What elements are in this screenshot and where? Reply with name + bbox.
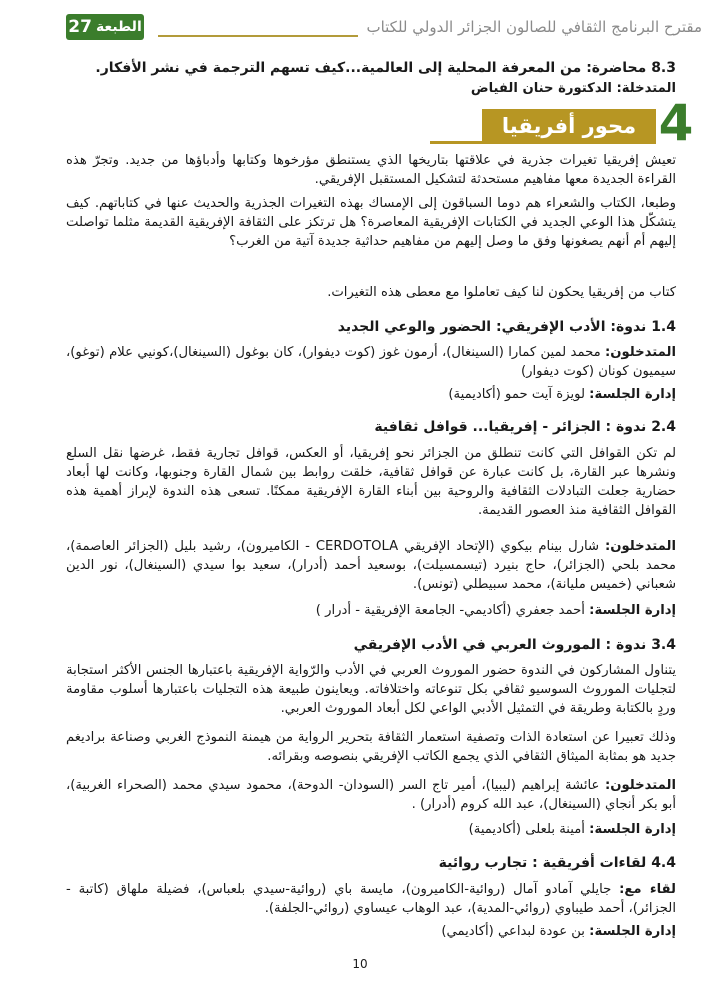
- intro-paragraph-1: تعيش إفريقيا تغيرات جذرية في علاقتها بتاريخها الذي يستنطق مؤرخوها وكتابها وأدباؤها من جديد. وتجرّ هذه القراءة الجديدة معها مفاهيم مستحدثة لتشكيل المستقبل الإفريقي.: [66, 153, 676, 187]
- section-1-4-title: 1.4 ندوة: الأدب الإفريقي: الحضور والوعي الجديد: [337, 319, 676, 335]
- talk-8-3-title: 8.3 محاضرة: من المعرفة المحلية إلى العالمية...كيف تسهم الترجمة في نشر الأفكار.: [95, 60, 676, 76]
- speakers-list: عائشة إبراهيم (ليبيا)، أمير تاج السر (السودان- الدوحة)، محمود سيدي محمد (الصحراء الغربية)، أبو بكر أنجاي (السينغال)، عبد الله كروم (أدرار) .: [66, 778, 676, 812]
- moderator-name: بن عودة لبداعي (أكاديمي): [441, 924, 590, 939]
- section-2-4-speakers: [66, 537, 676, 594]
- moderator-name: أمينة بلعلى (أكاديمية): [468, 822, 590, 837]
- moderator-label: إدارة الجلسة:: [589, 924, 676, 939]
- section-4-4-meeting: [66, 880, 676, 918]
- speakers-label: المتدخلون:: [605, 778, 676, 793]
- speakers-label: المتدخلون:: [605, 539, 676, 554]
- axis-title: محور أفريقيا: [482, 109, 656, 143]
- axis-number: 4: [658, 94, 694, 152]
- section-3-4-moderator: [66, 820, 676, 839]
- section-3-4-speakers: [66, 776, 676, 814]
- section-4-4-title: 4.4 لقاءات أفريقية : تجارب روائية: [438, 855, 676, 871]
- section-4-4-moderator: [66, 922, 676, 941]
- section-2-4-title: 2.4 ندوة : الجزائر - إفريقيا... قوافل ثقافية: [374, 419, 676, 435]
- intro-paragraph-3: كتاب من إفريقيا يحكون لنا كيف تعاملوا مع معطى هذه التغيرات.: [327, 285, 676, 300]
- edition-label: الطبعة: [95, 19, 142, 35]
- moderator-label: إدارة الجلسة:: [589, 387, 676, 402]
- moderator-label: إدارة الجلسة:: [589, 603, 676, 618]
- section-2-4-moderator: [66, 601, 676, 620]
- page-header: [150, 14, 702, 40]
- speakers-label: المتدخلون:: [605, 345, 676, 360]
- axis-banner: [430, 94, 700, 152]
- section-3-4-title: 3.4 ندوة : الموروث العربي في الأدب الإفريقي: [353, 637, 676, 653]
- page-number: 10: [352, 957, 368, 971]
- speakers-list: شارل بينام بيكوي (الإتحاد الإفريقي CERDOTOLA - الكاميرون)، رشيد بليل (الجزائر العاصمة)، محمد بلحي (الجزائر)، حاج بنيرد (تيسمسيلت)، بوسعيد أحمد (أدرار)، سعيد بوا سيدي (السينغال)، نور الدين شعباني (خميس مليانة)، محمد سبيطلي (تونس).: [66, 539, 676, 592]
- section-1-4-moderator: [66, 385, 676, 404]
- meeting-participants: جايلي آمادو آمال (روائية-الكاميرون)، مايسة باي (روائية-سيدي بلعباس)، فضيلة ملهاق (كاتبة - الجزائر)، أحمد طيباوي (روائي-المدية)، عبد الوهاب عيساوي (روائي-الجلفة).: [66, 882, 676, 916]
- edition-badge: [66, 14, 144, 40]
- moderator-name: لويزة آيت حمو (أكاديمية): [448, 387, 590, 402]
- section-2-4-body: لم تكن القوافل التي كانت تنطلق من الجزائر نحو إفريقيا، أو العكس، قوافل تجارية فقط، غرضها نقل السلع ونشرها عبر القارة، بل كانت عبارة عن قوافل ثقافية، خلقت روابط بين شمال القارة وجنوبها، وكانت لها أبعاد حضارية جعلت التبادلات الثقافية والروحية بين أبناء القارة الإفريقية ممكنًا. تسعى هذه الندوة لإبراز أهمية هذه القوافل الثقافية منذ العصور القديمة.: [66, 446, 676, 518]
- intro-paragraph-2: وطبعا، الكتاب والشعراء هم دوما السباقون إلى الإمساك بهذه التغيرات الجذرية والحديث عنها في كتاباتهم. كيف يتشكّل هذا الوعي الجديد في الكتابات الإفريقية المعاصرة؟ هل ترتكز على الثقافة الإفريقية القديمة مثلما تواصلت إليهم أم أنهم يصغونها وفق ما وصل إليهم من مفاهيم حداثية جديدة آتية من الغرب؟: [66, 196, 676, 249]
- meeting-label: لقاء مع:: [619, 882, 676, 897]
- section-3-4-paragraph-1: يتناول المشاركون في الندوة حضور الموروث العربي في الأدب والرّواية الإفريقية باعتبارها الجنس الأكثر استجابة لتجليات الموروث السوسيو ثقافي بكل تنوعاته واختلافاته. ويعاينون طبيعة هذه التجليات باعتبارها أسلوب مقاومة وردٍ بالكتابة وطريقة في التمثيل الأدبي الواعي لكل أبعاد الموروث العربي.: [66, 663, 676, 716]
- section-3-4-paragraph-2: وذلك تعبيرا عن استعادة الذات وتصفية استعمار الثقافة بتحرير الرواية من هيمنة النموذج الغربي وصناعة براديغم جديد هو بمثابة الميثاق الثقافي الذي يجمع الكاتب الإفريقي بنصوصه وبقرائه.: [66, 730, 676, 764]
- talk-8-3-speaker: المتدخلة: الدكتورة حنان الفياض: [470, 81, 676, 96]
- edition-number: 27: [68, 17, 92, 37]
- header-rule: [158, 35, 358, 37]
- moderator-name: أحمد جعفري (أكاديمي- الجامعة الإفريقية - أدرار ): [315, 603, 590, 618]
- header-title: مقترح البرنامج الثقافي للصالون الجزائر الدولي للكتاب: [366, 18, 702, 36]
- speakers-list: محمد لمين كمارا (السينغال)، أرمون غوز (كوت ديفوار)، كان بوغول (السينغال)،كونيي علام (توغو)، سيميون كونان (كوت ديفوار): [66, 345, 676, 379]
- moderator-label: إدارة الجلسة:: [589, 822, 676, 837]
- section-1-4-speakers: [66, 343, 676, 381]
